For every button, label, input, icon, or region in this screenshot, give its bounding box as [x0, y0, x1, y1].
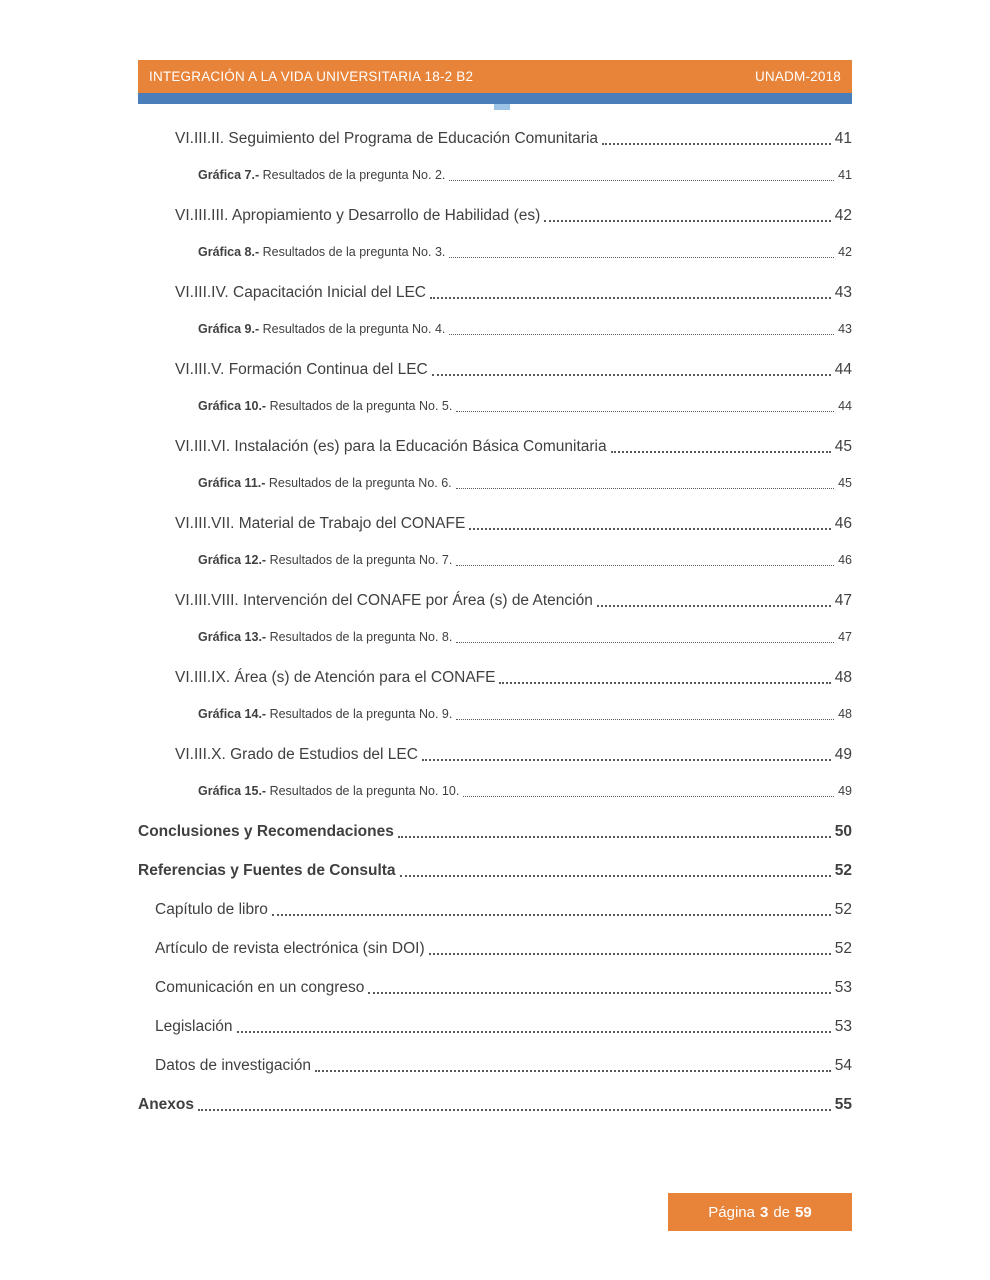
toc-entry-title: Capítulo de libro [155, 901, 268, 918]
header-blue-bar [138, 93, 852, 104]
toc-page-number: 44 [838, 399, 852, 413]
toc-entry-title: Conclusiones y Recomendaciones [138, 823, 394, 840]
toc-dot-leader [368, 992, 830, 994]
toc-entry-text [175, 744, 418, 765]
toc-page-number: 48 [834, 669, 852, 686]
toc-entry-title: Datos de investigación [155, 1057, 311, 1074]
header-doc-code: UNADM-2018 [754, 69, 841, 84]
toc-page-number: 44 [834, 361, 852, 378]
toc-page-number: 47 [834, 592, 852, 609]
toc-entry-title: VI.III.VIII. Intervención del CONAFE por Área (s) de Atención [175, 592, 593, 609]
toc-page-number: 46 [838, 553, 852, 567]
toc-dot-leader [430, 297, 831, 299]
toc-dot-leader [456, 642, 834, 643]
footer-current-page: 3 [760, 1203, 769, 1221]
toc-entry [138, 821, 852, 842]
toc-entry [138, 938, 852, 959]
toc-entry [138, 321, 852, 338]
toc-entry [138, 629, 852, 646]
footer-label: Página [708, 1203, 755, 1221]
toc-entry [138, 475, 852, 492]
footer-total-pages: 59 [795, 1203, 812, 1221]
toc-entry [138, 244, 852, 261]
toc-entry-title: Resultados de la pregunta No. 4. [262, 322, 446, 336]
page-footer [668, 1193, 852, 1231]
toc-entry-title: Resultados de la pregunta No. 9. [269, 707, 453, 721]
toc-entry [138, 899, 852, 920]
toc-page-number: 42 [834, 207, 852, 224]
toc-entry [138, 744, 852, 765]
toc-entry [138, 359, 852, 380]
toc-dot-leader [422, 759, 831, 761]
toc-entry-text [198, 783, 459, 800]
toc-entry-text [198, 475, 452, 492]
toc-page-number: 52 [834, 940, 852, 957]
toc-entry-text [198, 321, 445, 338]
toc-entry-label: Gráfica 8.- [198, 245, 260, 259]
toc-entry [138, 128, 852, 149]
toc-page-number: 43 [834, 284, 852, 301]
toc-entry-text [198, 629, 452, 646]
toc-entry-text [155, 938, 425, 959]
toc-entry [138, 205, 852, 226]
toc-dot-leader [429, 953, 831, 955]
toc-dot-leader [469, 528, 830, 530]
toc-entry-title: Anexos [138, 1096, 194, 1113]
toc-page-number: 55 [834, 1096, 852, 1113]
toc-dot-leader [432, 374, 831, 376]
toc-entry-title: Resultados de la pregunta No. 5. [269, 399, 453, 413]
toc-entry-text [198, 398, 452, 415]
toc-page-number: 53 [834, 1018, 852, 1035]
toc-entry-text [175, 359, 428, 380]
toc-entry-text [175, 513, 465, 534]
toc-entry-title: VI.III.VII. Material de Trabajo del CONAFE [175, 515, 466, 532]
toc-entry-title: Resultados de la pregunta No. 8. [269, 630, 453, 644]
toc-entry-text [155, 1055, 311, 1076]
toc-entry-title: VI.III.X. Grado de Estudios del LEC [175, 746, 418, 763]
toc-dot-leader [449, 257, 834, 258]
toc-dot-leader [456, 488, 834, 489]
toc-dot-leader [315, 1070, 831, 1072]
toc-entry-title: VI.III.V. Formación Continua del LEC [175, 361, 428, 378]
toc-entry [138, 1016, 852, 1037]
toc-entry-title: Artículo de revista electrónica (sin DOI) [155, 940, 425, 957]
toc-entry-title: Resultados de la pregunta No. 10. [269, 784, 460, 798]
table-of-contents [138, 128, 852, 1133]
toc-entry [138, 552, 852, 569]
toc-dot-leader [400, 875, 831, 877]
toc-entry-label: Gráfica 12.- [198, 553, 267, 567]
toc-entry [138, 282, 852, 303]
toc-entry-title: VI.III.IV. Capacitación Inicial del LEC [175, 284, 427, 301]
footer-of: de [773, 1203, 791, 1221]
toc-entry-text [155, 1016, 233, 1037]
toc-entry [138, 1055, 852, 1076]
toc-entry-title: Referencias y Fuentes de Consulta [138, 862, 396, 879]
toc-entry-label: Gráfica 11.- [198, 476, 266, 490]
toc-entry-title: VI.III.II. Seguimiento del Programa de Educación Comunitaria [175, 130, 599, 147]
toc-dot-leader [398, 836, 831, 838]
toc-entry-text [175, 282, 426, 303]
header-course-title: INTEGRACIÓN A LA VIDA UNIVERSITARIA 18-2 B2 [149, 69, 474, 84]
toc-page-number: 41 [838, 168, 852, 182]
toc-entry [138, 860, 852, 881]
toc-entry [138, 513, 852, 534]
toc-dot-leader [272, 914, 831, 916]
toc-entry [138, 1094, 852, 1115]
toc-entry-text [175, 128, 598, 149]
toc-entry [138, 783, 852, 800]
toc-entry-title: Resultados de la pregunta No. 6. [268, 476, 452, 490]
toc-entry-title: VI.III.IX. Área (s) de Atención para el CONAFE [175, 669, 496, 686]
toc-page-number: 52 [834, 901, 852, 918]
toc-entry-title: Legislación [155, 1018, 233, 1035]
toc-entry [138, 667, 852, 688]
toc-dot-leader [456, 411, 834, 412]
toc-entry-text [155, 899, 268, 920]
toc-entry-label: Gráfica 14.- [198, 707, 267, 721]
toc-entry-text [175, 436, 607, 457]
toc-entry [138, 167, 852, 184]
toc-page-number: 42 [838, 245, 852, 259]
document-header [138, 60, 852, 93]
toc-dot-leader [456, 565, 834, 566]
toc-entry-title: VI.III.III. Apropiamiento y Desarrollo de Habilidad (es) [175, 207, 541, 224]
toc-entry-text [138, 1094, 194, 1115]
toc-page-number: 45 [838, 476, 852, 490]
toc-dot-leader [499, 682, 830, 684]
toc-dot-leader [237, 1031, 831, 1033]
toc-entry-text [198, 552, 452, 569]
toc-page-number: 47 [838, 630, 852, 644]
toc-page-number: 50 [834, 823, 852, 840]
toc-entry-text [175, 667, 495, 688]
toc-page-number: 45 [834, 438, 852, 455]
toc-dot-leader [463, 796, 834, 797]
toc-entry-title: VI.III.VI. Instalación (es) para la Educación Básica Comunitaria [175, 438, 607, 455]
toc-entry [138, 706, 852, 723]
toc-entry-text [138, 821, 394, 842]
toc-entry-text [138, 860, 396, 881]
toc-entry-label: Gráfica 10.- [198, 399, 267, 413]
toc-entry-text [175, 590, 593, 611]
toc-page-number: 52 [834, 862, 852, 879]
toc-page-number: 48 [838, 707, 852, 721]
toc-page-number: 43 [838, 322, 852, 336]
toc-entry [138, 977, 852, 998]
toc-page-number: 46 [834, 515, 852, 532]
toc-page-number: 49 [834, 746, 852, 763]
toc-dot-leader [449, 334, 834, 335]
toc-dot-leader [611, 451, 831, 453]
toc-entry [138, 398, 852, 415]
toc-entry-text [198, 167, 445, 184]
toc-entry-text [155, 977, 364, 998]
toc-entry-text [198, 244, 445, 261]
toc-entry-text [175, 205, 540, 226]
toc-dot-leader [198, 1109, 831, 1111]
toc-dot-leader [449, 180, 834, 181]
toc-entry-title: Resultados de la pregunta No. 3. [262, 245, 446, 259]
toc-entry [138, 436, 852, 457]
toc-entry-label: Gráfica 9.- [198, 322, 260, 336]
toc-entry-label: Gráfica 13.- [198, 630, 267, 644]
toc-entry-label: Gráfica 7.- [198, 168, 260, 182]
toc-dot-leader [544, 220, 830, 222]
toc-entry-title: Resultados de la pregunta No. 7. [269, 553, 453, 567]
toc-page-number: 49 [838, 784, 852, 798]
toc-entry [138, 590, 852, 611]
toc-entry-title: Comunicación en un congreso [155, 979, 365, 996]
header-accent-tab [494, 104, 510, 110]
toc-page-number: 54 [834, 1057, 852, 1074]
toc-dot-leader [597, 605, 831, 607]
toc-page-number: 53 [834, 979, 852, 996]
toc-entry-text [198, 706, 452, 723]
toc-entry-title: Resultados de la pregunta No. 2. [262, 168, 446, 182]
toc-dot-leader [602, 143, 831, 145]
toc-entry-label: Gráfica 15.- [198, 784, 267, 798]
toc-page-number: 41 [834, 130, 852, 147]
toc-dot-leader [456, 719, 834, 720]
